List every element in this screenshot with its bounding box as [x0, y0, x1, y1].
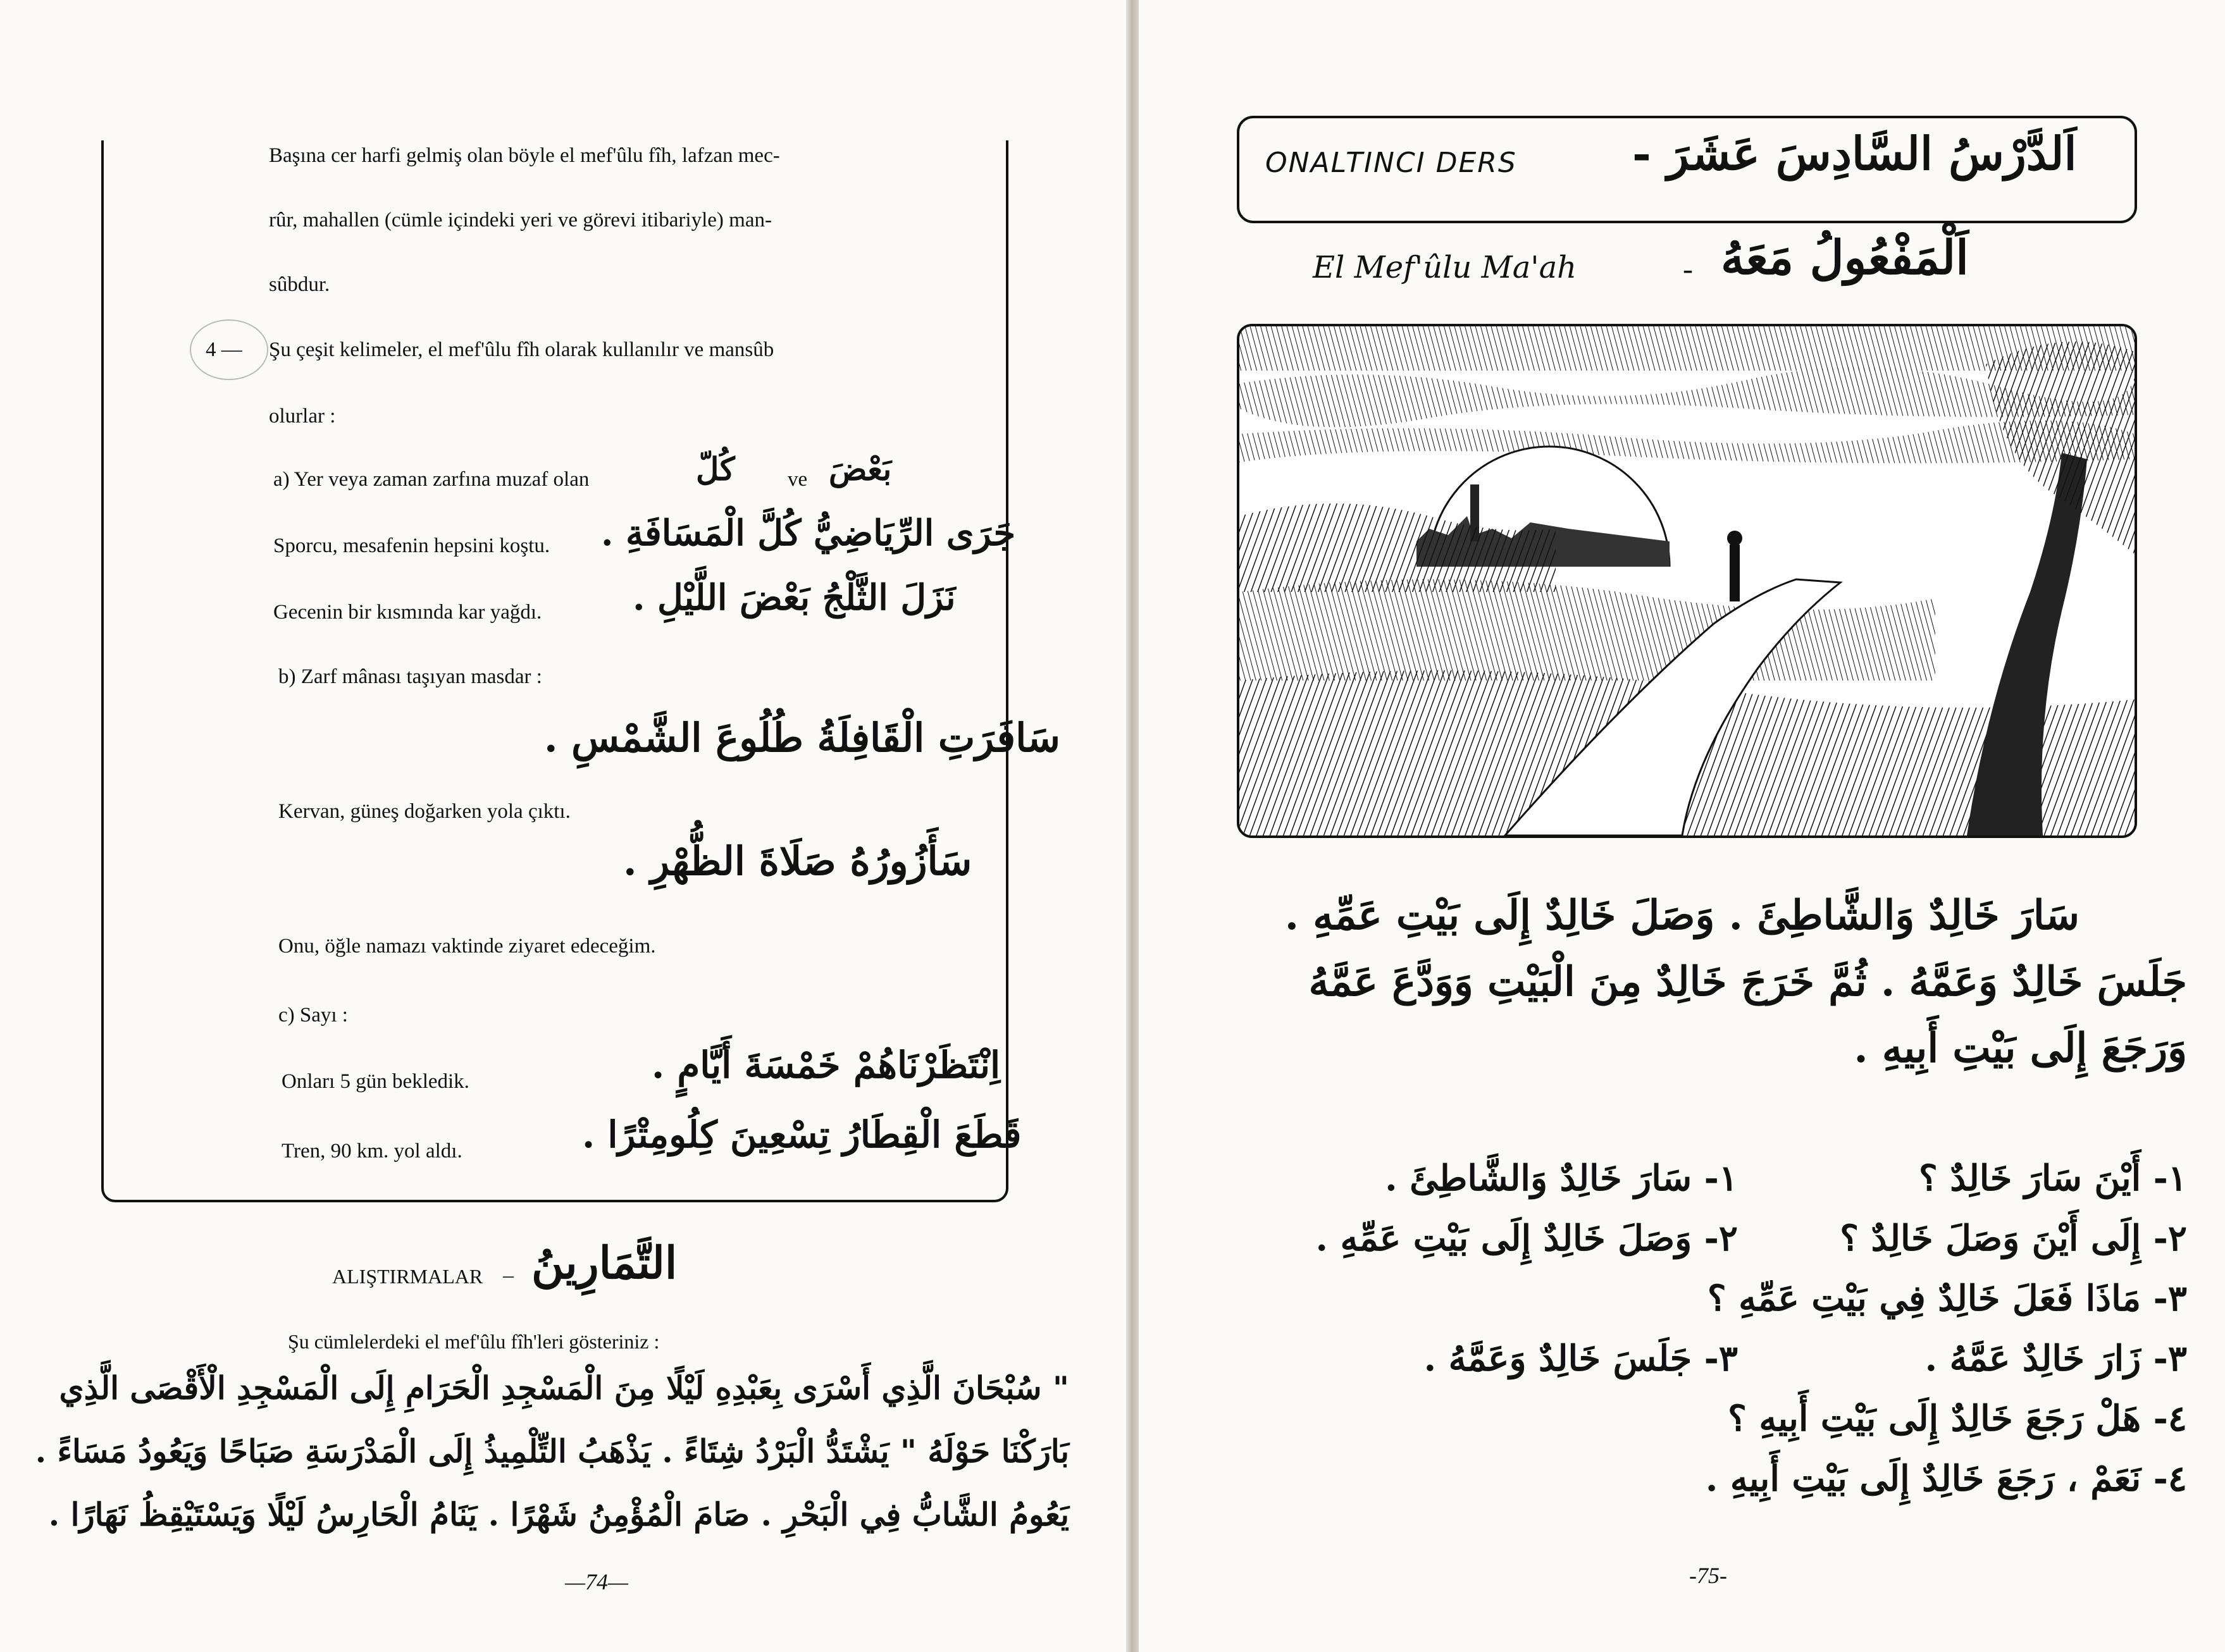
answer-line: ٤- نَعَمْ ، رَجَعَ خَالِدٌ إِلَى بَيْتِ أَبِيهِ . [1705, 1458, 2187, 1500]
example-arabic: سَأَزُورُهُ صَلَاةَ الظُّهْرِ . [623, 838, 972, 884]
paragraph-line: Şu çeşit kelimeler, el mef'ûlu fîh olarak kullanılır ve mansûb [269, 338, 774, 361]
exercise-line: يَعُومُ الشَّابُّ فِي الْبَحْرِ . صَامَ الْمُؤْمِنُ شَهْرًا . يَنَامُ الْحَارِسُ لَيْلًا وَيَسْتَيْقِظُ نَهَارًا . [48, 1496, 1069, 1533]
lesson-title-arabic: اَلدَّرْسُ السَّادِسَ عَشَرَ - [1632, 126, 2077, 180]
book-gutter [1126, 0, 1139, 1652]
exercise-line: بَارَكْنَا حَوْلَهُ " يَشْتَدُّ الْبَرْدُ شِتَاءً . يَذْهَبُ التِّلْمِيذُ إِلَى الْمَدْرَسَةِ صَبَاحًا وَيَعُودُ مَسَاءً . [35, 1433, 1069, 1470]
reading-line: وَرَجَعَ إِلَى بَيْتِ أَبِيهِ . [1854, 1025, 2187, 1072]
paragraph-line: rûr, mahallen (cümle içindeki yeri ve görevi itibariyle) man- [269, 209, 772, 231]
example-translation: Sporcu, mesafenin hepsini koştu. [273, 534, 550, 557]
example-translation: Onları 5 gün bekledik. [282, 1070, 469, 1093]
lesson-subtitle-arabic: اَلْمَفْعُولُ مَعَهُ [1721, 231, 1969, 285]
example-translation: Onu, öğle namazı vaktinde ziyaret edeceğim. [278, 935, 656, 958]
paragraph-line: Başına cer harfi gelmiş olan böyle el mef'ûlu fîh, lafzan mec- [269, 144, 780, 167]
lesson-subtitle: El Mef'ûlu Ma'ah [1313, 250, 1577, 285]
answer-line: ٣- زَارَ خَالِدٌ عَمَّهُ . [1924, 1338, 2187, 1379]
item-number: 4 — [206, 338, 242, 361]
page-number: -75- [1689, 1563, 1727, 1588]
example-arabic: سَافَرَتِ الْقَافِلَةُ طُلُوعَ الشَّمْسِ . [544, 715, 1060, 761]
example-translation: Tren, 90 km. yol aldı. [282, 1140, 462, 1162]
paragraph-line: olurlar : [269, 405, 336, 428]
answer-line: ٣- جَلَسَ خَالِدٌ وَعَمَّهُ . [1423, 1338, 1738, 1379]
question-line: ١- أَيْنَ سَارَ خَالِدٌ ؟ [1919, 1157, 2187, 1199]
page-number: —74— [565, 1569, 629, 1594]
example-arabic: قَطَعَ الْقِطَارُ تِسْعِينَ كِلُومِتْرًا . [582, 1113, 1022, 1156]
paragraph-line: sûbdur. [269, 273, 330, 296]
conjunction: ve [788, 468, 808, 491]
question-line: ٣- مَاذَا فَعَلَ خَالِدٌ فِي بَيْتِ عَمِّهِ ؟ [1707, 1278, 2187, 1319]
lesson-title: ONALTINCI DERS [1265, 147, 1517, 179]
exercise-instruction: Şu cümlelerdeki el mef'ûlu fîh'leri gösteriniz : [288, 1330, 660, 1353]
question-line: ٤- هَلْ رَجَعَ خَالِدٌ إِلَى بَيْتِ أَبِيهِ ؟ [1728, 1398, 2187, 1439]
section-b-label: b) Zarf mânası taşıyan masdar : [278, 665, 542, 688]
right-page [1139, 0, 2225, 1652]
reading-line: جَلَسَ خَالِدٌ وَعَمَّهُ . ثُمَّ خَرَجَ خَالِدٌ مِنَ الْبَيْتِ وَوَدَّعَ عَمَّهُ [1308, 958, 2187, 1006]
exercise-line: " سُبْحَانَ الَّذِي أَسْرَى بِعَبْدِهِ لَيْلًا مِنَ الْمَسْجِدِ الْحَرَامِ إِلَى الْمَسْجِدِ الْأَقْصَى الَّذِي [59, 1369, 1069, 1407]
answer-line: ١- سَارَ خَالِدٌ وَالشَّاطِئَ . [1385, 1157, 1738, 1199]
example-translation: Kervan, güneş doğarken yola çıktı. [278, 800, 571, 823]
question-line: ٢- إِلَى أَيْنَ وَصَلَ خَالِدٌ ؟ [1840, 1217, 2187, 1259]
title-dash: – [503, 1264, 514, 1287]
reading-line: سَارَ خَالِدٌ وَالشَّاطِئَ . وَصَلَ خَالِدٌ إِلَى بَيْتِ عَمِّهِ . [1284, 892, 2079, 939]
answer-line: ٢- وَصَلَ خَالِدٌ إِلَى بَيْتِ عَمِّهِ . [1315, 1217, 1738, 1259]
exercises-title: ALIŞTIRMALAR [332, 1265, 483, 1288]
section-a-label: a) Yer veya zaman zarfına muzaf olan [273, 468, 590, 491]
example-arabic: اِنْتَظَرْنَاهُمْ خَمْسَةَ أَيَّامٍ . [652, 1044, 1001, 1087]
exercises-title-arabic: التَّمَارِينُ [531, 1236, 678, 1289]
subtitle-dash: - [1683, 252, 1693, 286]
section-c-label: c) Sayı : [278, 1004, 348, 1026]
example-translation: Gecenin bir kısmında kar yağdı. [273, 601, 542, 624]
landscape-illustration [1237, 324, 2137, 838]
example-arabic: نَزَلَ الثَّلْجُ بَعْضَ اللَّيْلِ . [633, 577, 956, 619]
arabic-word: بَعْضَ [829, 450, 892, 488]
example-arabic: جَرَى الرِّيَاضِيُّ كُلَّ الْمَسَافَةِ . [601, 512, 1016, 554]
arabic-word: كُلّ [696, 450, 735, 488]
